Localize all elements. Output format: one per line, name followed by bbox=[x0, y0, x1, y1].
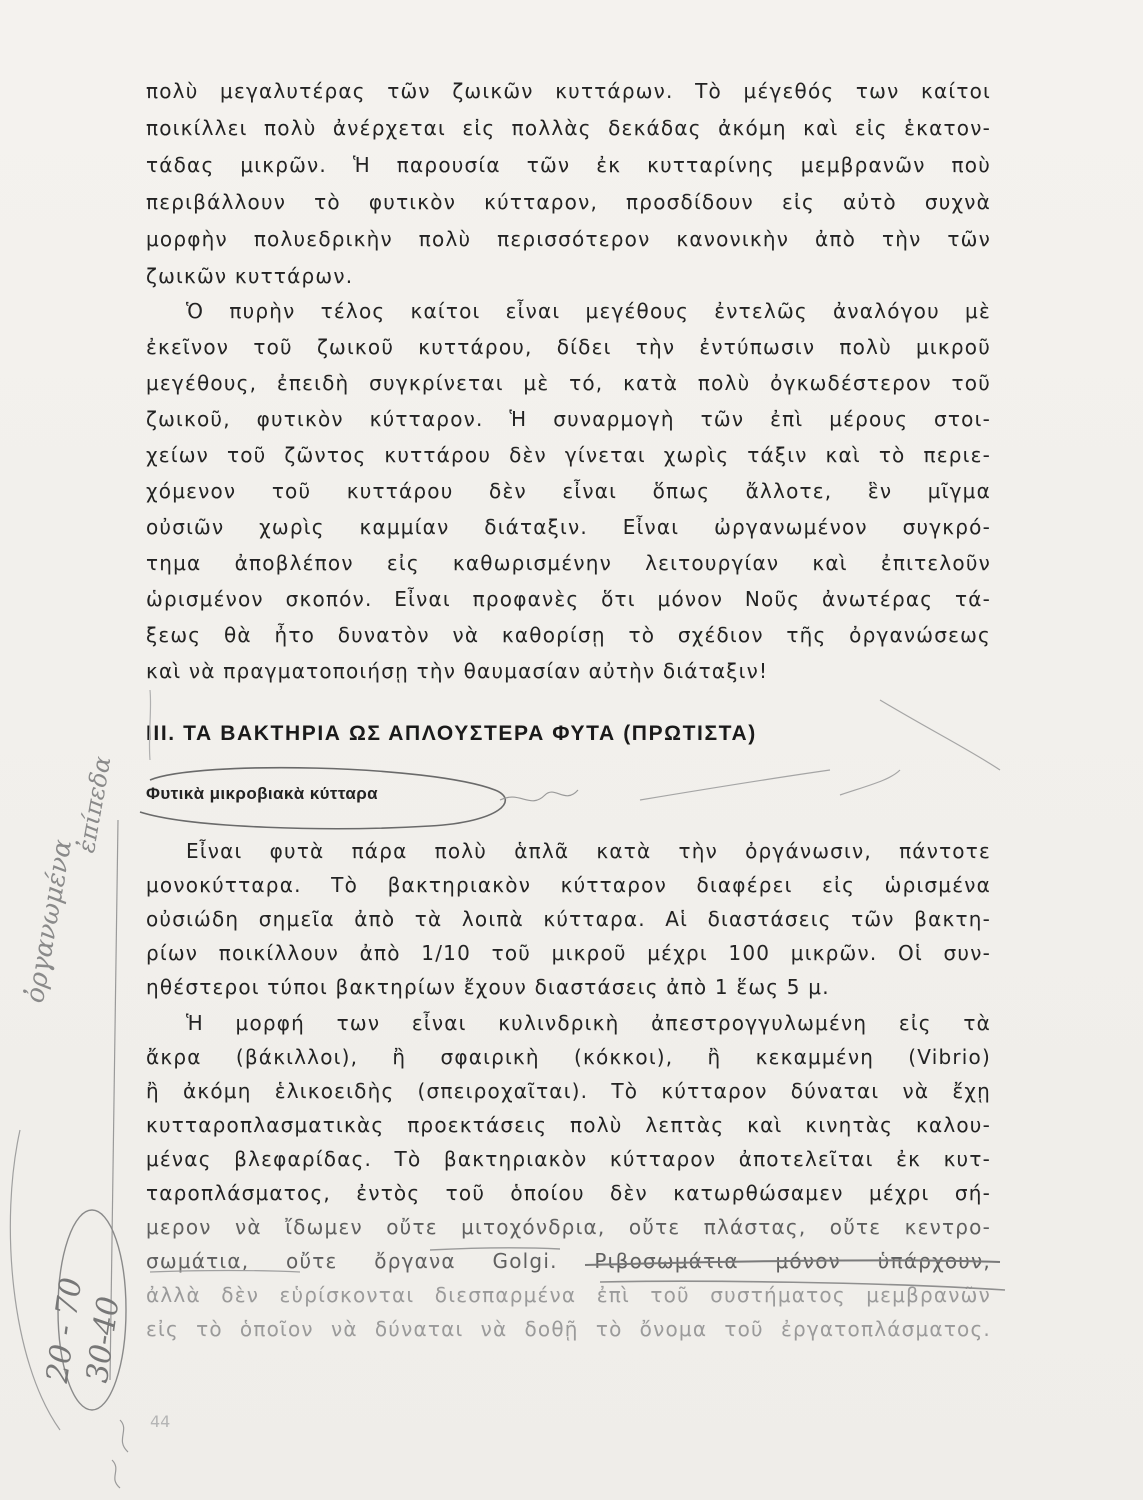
text-line: μορφὴν πολυεδρικὴν πολὺ περισσότερον κανονικὴν ἀπὸ τὴν τῶν bbox=[146, 227, 991, 251]
text-line: πολὺ μεγαλυτέρας τῶν ζωικῶν κυττάρων. Τὸ μέγεθός των καίτοι bbox=[146, 79, 991, 103]
text-line: ἐκεῖνον τοῦ ζωικοῦ κυττάρου, δίδει τὴν ἐντύπωσιν πολὺ μικροῦ bbox=[146, 335, 991, 359]
text-line: τημα ἀποβλέπον εἰς καθωρισμένην λειτουργίαν καὶ ἐπιτελοῦν bbox=[146, 551, 991, 575]
text-line: οὐσιῶν χωρὶς καμμίαν διάταξιν. Εἶναι ὠργανωμένον συγκρό- bbox=[146, 515, 991, 539]
text-line: ξεως θὰ ἦτο δυνατὸν νὰ καθορίσῃ τὸ σχέδιον τῆς ὀργανώσεως bbox=[146, 623, 991, 647]
section-heading: III. ΤΑ ΒΑΚΤΗΡΙΑ ΩΣ ΑΠΛΟΥΣΤΕΡΑ ΦΥΤΑ (ΠΡΩΤΙΣΤΑ) bbox=[146, 722, 757, 745]
margin-note-vertical-2: ἐπίπεδα bbox=[72, 754, 117, 855]
text-line: ἀλλὰ δὲν εὑρίσκονται διεσπαρμένα ἐπὶ τοῦ συστήματος μεμβρανῶν bbox=[146, 1283, 991, 1307]
page-number: 44 bbox=[150, 1412, 171, 1431]
text-line: εἰς τὸ ὁποῖον νὰ δύναται νὰ δοθῇ τὸ ὄνομα τοῦ ἐργατοπλάσματος. bbox=[146, 1317, 991, 1341]
text-line: οὐσιώδη σημεῖα ἀπὸ τὰ λοιπὰ κύτταρα. Αἱ διαστάσεις τῶν βακτη- bbox=[146, 907, 991, 931]
text-line: καὶ νὰ πραγματοποιήσῃ τὴν θαυμασίαν αὐτὴν διάταξιν! bbox=[146, 659, 769, 683]
text-line: ἢ ἀκόμη ἑλικοειδὴς (σπειροχαῖται). Τὸ κύτταρον δύναται νὰ ἔχῃ bbox=[146, 1079, 991, 1103]
text-line: χείων τοῦ ζῶντος κυττάρου δὲν γίνεται χωρὶς τάξιν καὶ τὸ περιε- bbox=[146, 443, 991, 467]
text-line: ὡρισμένον σκοπόν. Εἶναι προφανὲς ὅτι μόνον Νοῦς ἀνωτέρας τά- bbox=[146, 587, 991, 611]
text-line: ταροπλάσματος, ἐντὸς τοῦ ὁποίου δὲν κατωρθώσαμεν μέχρι σή- bbox=[146, 1181, 991, 1205]
text-line: περιβάλλουν τὸ φυτικὸν κύτταρον, προσδίδουν εἰς αὐτὸ συχνὰ bbox=[146, 190, 991, 214]
text-line: ζωικοῦ, φυτικὸν κύτταρον. Ἡ συναρμογὴ τῶν ἐπὶ μέρους στοι- bbox=[146, 407, 991, 431]
margin-note-numbers-2: 30-40 bbox=[80, 1294, 127, 1385]
text-line: κυτταροπλασματικὰς προεκτάσεις πολὺ λεπτὰς καὶ κινητὰς καλου- bbox=[146, 1113, 991, 1137]
text-line: χόμενον τοῦ κυττάρου δὲν εἶναι ὅπως ἄλλοτε, ἓν μῖγμα bbox=[146, 479, 991, 503]
text-line: μεγέθους, ἐπειδὴ συγκρίνεται μὲ τό, κατὰ πολὺ ὀγκωδέστερον τοῦ bbox=[146, 371, 991, 395]
margin-note-vertical-1: ὀργανωμένα bbox=[20, 837, 79, 1006]
text-line: Εἶναι φυτὰ πάρα πολὺ ἁπλᾶ κατὰ τὴν ὀργάνωσιν, πάντοτε bbox=[186, 839, 991, 863]
text-line: Ὁ πυρὴν τέλος καίτοι εἶναι μεγέθους ἐντελῶς ἀναλόγου μὲ bbox=[186, 299, 991, 323]
margin-note-numbers-1: 20 - 70 bbox=[40, 1275, 90, 1385]
text-line: ἄκρα (βάκιλλοι), ἢ σφαιρικὴ (κόκκοι), ἢ κεκαμμένη (Vibrio) bbox=[146, 1045, 991, 1069]
text-line: σωμάτια, οὔτε ὄργανα Golgi. Ριβοσωμάτια μόνον ὑπάρχουν, bbox=[146, 1249, 991, 1273]
text-line: μερον νὰ ἴδωμεν οὔτε μιτοχόνδρια, οὔτε πλάστας, οὔτε κεντρο- bbox=[146, 1215, 991, 1239]
text-line: Ἡ μορφή των εἶναι κυλινδρικὴ ἀπεστρογγυλωμένη εἰς τὰ bbox=[186, 1011, 991, 1035]
text-line: τάδας μικρῶν. Ἡ παρουσία τῶν ἐκ κυτταρίνης μεμβρανῶν ποὺ bbox=[146, 153, 991, 177]
text-line: ηθέστεροι τύποι βακτηρίων ἔχουν διαστάσεις ἀπὸ 1 ἕως 5 μ. bbox=[146, 975, 830, 999]
bracket-arc bbox=[10, 1130, 60, 1430]
text-line: μένας βλεφαρίδας. Τὸ βακτηριακὸν κύτταρον ἀποτελεῖται ἐκ κυτ- bbox=[146, 1147, 991, 1171]
margin-line bbox=[110, 820, 118, 1380]
text-line: ρίων ποικίλλουν ἀπὸ 1/10 τοῦ μικροῦ μέχρι 100 μικρῶν. Οἱ συν- bbox=[146, 941, 991, 965]
subheading: Φυτικὰ μικροβιακὰ κύτταρα bbox=[146, 784, 379, 803]
text-line: μονοκύτταρα. Τὸ βακτηριακὸν κύτταρον διαφέρει εἰς ὡρισμένα bbox=[146, 873, 991, 897]
text-line: ζωικῶν κυττάρων. bbox=[146, 264, 354, 288]
text-line: ποικίλλει πολὺ ἀνέρχεται εἰς πολλὰς δεκάδας ἀκόμη καὶ εἰς ἑκατον- bbox=[146, 116, 991, 140]
